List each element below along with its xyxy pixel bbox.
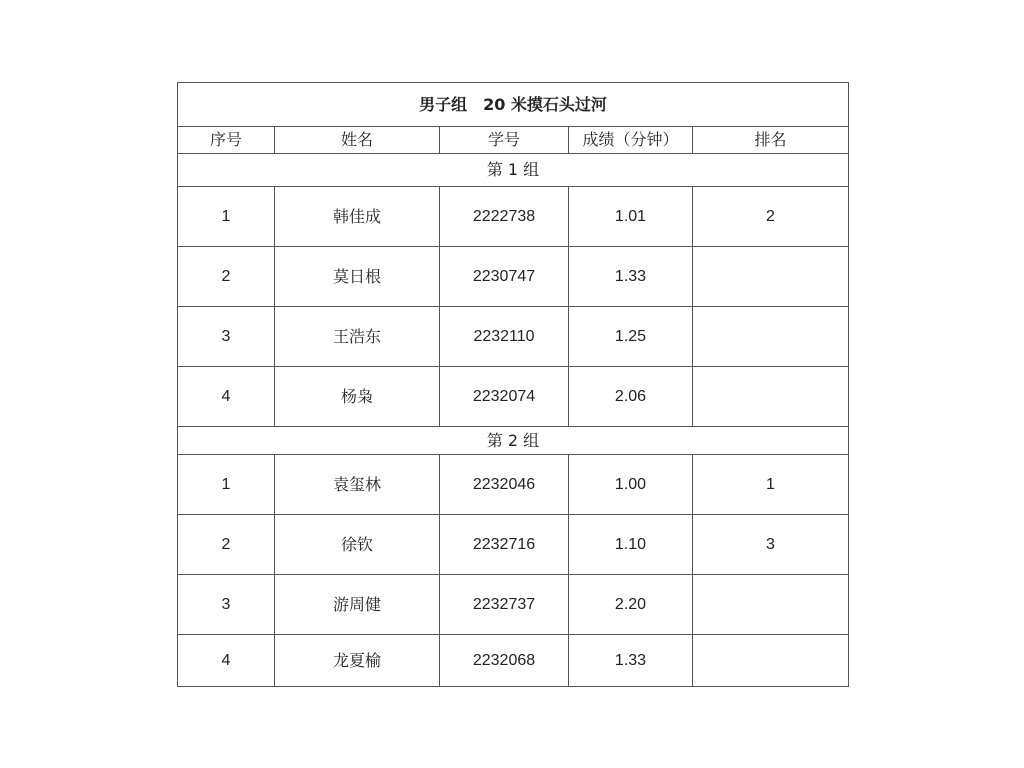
- cell-rank: 1: [693, 455, 849, 515]
- cell-student-id: 2232110: [440, 307, 569, 367]
- cell-name: 韩佳成: [275, 187, 440, 247]
- cell-rank: [693, 367, 849, 427]
- cell-score: 1.25: [569, 307, 693, 367]
- header-name: 姓名: [275, 127, 440, 154]
- table-row: [178, 187, 849, 247]
- table-row: [178, 247, 849, 307]
- cell-rank: [693, 635, 849, 687]
- cell-index: 1: [178, 187, 275, 247]
- cell-index: 4: [178, 635, 275, 687]
- cell-rank: 3: [693, 515, 849, 575]
- cell-index: 2: [178, 515, 275, 575]
- group-row: [178, 427, 849, 455]
- cell-rank: [693, 247, 849, 307]
- cell-score: 1.00: [569, 455, 693, 515]
- cell-student-id: 2230747: [440, 247, 569, 307]
- cell-name: 王浩东: [275, 307, 440, 367]
- title-row: [178, 83, 849, 127]
- cell-rank: [693, 307, 849, 367]
- header-student-id: 学号: [440, 127, 569, 154]
- cell-index: 1: [178, 455, 275, 515]
- header-rank: 排名: [693, 127, 849, 154]
- table-title: 男子组 20 米摸石头过河: [178, 83, 849, 127]
- group-label: 第 1 组: [178, 154, 849, 187]
- table-row: [178, 455, 849, 515]
- cell-rank: [693, 575, 849, 635]
- cell-student-id: 2232046: [440, 455, 569, 515]
- cell-score: 2.20: [569, 575, 693, 635]
- cell-student-id: 2232074: [440, 367, 569, 427]
- table-row: [178, 307, 849, 367]
- cell-student-id: 2232737: [440, 575, 569, 635]
- cell-index: 3: [178, 307, 275, 367]
- cell-score: 1.10: [569, 515, 693, 575]
- cell-name: 徐钦: [275, 515, 440, 575]
- cell-student-id: 2232716: [440, 515, 569, 575]
- cell-name: 莫日根: [275, 247, 440, 307]
- cell-name: 游周健: [275, 575, 440, 635]
- cell-score: 1.33: [569, 247, 693, 307]
- group-label: 第 2 组: [178, 427, 849, 455]
- cell-score: 1.01: [569, 187, 693, 247]
- table-row: [178, 635, 849, 687]
- table-row: [178, 515, 849, 575]
- cell-student-id: 2222738: [440, 187, 569, 247]
- header-row: [178, 127, 849, 154]
- cell-student-id: 2232068: [440, 635, 569, 687]
- cell-score: 1.33: [569, 635, 693, 687]
- cell-index: 3: [178, 575, 275, 635]
- cell-index: 4: [178, 367, 275, 427]
- group-row: [178, 154, 849, 187]
- header-index: 序号: [178, 127, 275, 154]
- cell-name: 袁玺林: [275, 455, 440, 515]
- cell-score: 2.06: [569, 367, 693, 427]
- cell-index: 2: [178, 247, 275, 307]
- cell-name: 杨枭: [275, 367, 440, 427]
- cell-rank: 2: [693, 187, 849, 247]
- table-row: [178, 575, 849, 635]
- table-row: [178, 367, 849, 427]
- header-score: 成绩（分钟）: [569, 127, 693, 154]
- cell-name: 龙夏榆: [275, 635, 440, 687]
- results-table: [177, 82, 849, 687]
